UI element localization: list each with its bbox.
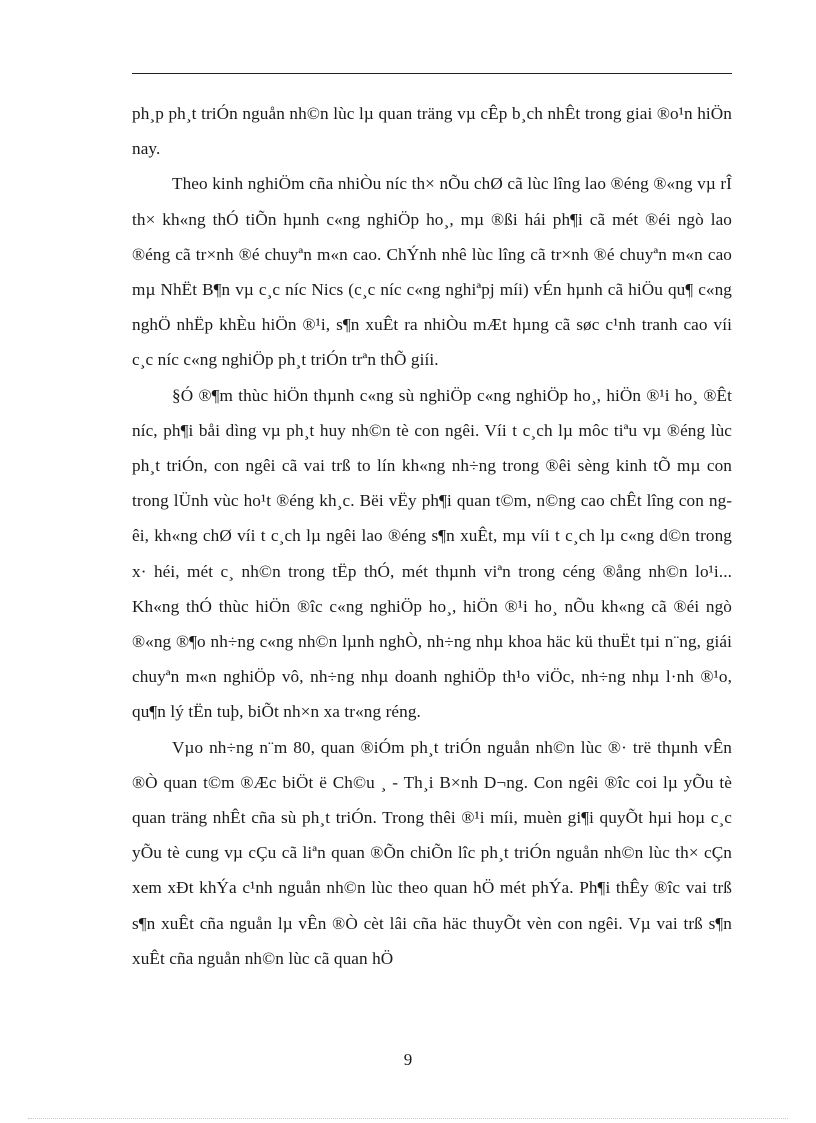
body-text <box>132 96 732 976</box>
paragraph: §Ó ®¶m thùc hiÖn thµnh c«ng sù nghiÖp c«ng nghiÖp ho¸, hiÖn ®¹i ho¸ ®Êt níc, ph¶i båi dìng vµ ph¸t huy nh©n tè con ngêi. Víi t c¸ch lµ môc tiªu vµ ®éng lùc ph¸t triÓn, con ngêi cã vai trß to lín kh«ng nh÷ng trong ®êi sèng kinh tÕ mµ con trong lÜnh vùc ho¹t ®éng kh¸c. Bëi vËy ph¶i quan t©m, n©ng cao chÊt lîng con ngêi, kh«ng chØ víi t c¸ch lµ ngêi lao ®éng s¶n xuÊt, mµ víi t c¸ch lµ c«ng d©n trong x· héi, mét c¸ nh©n trong tËp thÓ, mét thµnh viªn trong céng ®ång nh©n lo¹i... Kh«ng thÓ thùc hiÖn ®îc c«ng nghiÖp ho¸, hiÖn ®¹i ho¸ nÕu kh«ng cã ®éi ngò ®«ng ®¶o nh÷ng c«ng nh©n lµnh nghÒ, nh÷ng nhµ khoa häc kü thuËt tµi n¨ng, giái chuyªn m«n nghiÖp vô, nh÷ng nhµ doanh nghiÖp th¹o viÖc, nh÷ng nhµ l·nh ®¹o, qu¶n lý tËn tuþ, biÕt nh×n xa tr«ng réng. <box>132 385 732 722</box>
paragraph-continuation: ph¸p ph¸t triÓn nguån nh©n lùc lµ quan träng vµ cÊp b¸ch nhÊt trong giai ®o¹n hiÖn nay. <box>132 104 732 159</box>
paragraph: Theo kinh nghiÖm cña nhiÒu níc th× nÕu chØ cã lùc lîng lao ®éng ®«ng vµ rÎ th× kh«ng thÓ tiÕn hµnh c«ng nghiÖp ho¸, mµ ®ßi hái ph¶i cã mét ®éi ngò lao ®éng cã tr×nh ®é chuyªn m«n cao. ChÝnh nhê lùc lîng cã tr×nh ®é chuyªn m«n cao mµ NhËt B¶n vµ c¸c níc Nics (c¸c níc c«ng nghiªpj míi) vÉn hµnh cã hiÖu qu¶ c«ng nghÖ nhËp khÈu hiÖn ®¹i, s¶n xuÊt ra nhiÒu mÆt hµng cã søc c¹nh tranh cao víi c¸c níc c«ng nghiÖp ph¸t triÓn trªn thÕ giíi. <box>132 174 732 370</box>
page-bottom-border <box>28 1118 788 1119</box>
page-number: 9 <box>403 1050 413 1069</box>
paragraph: Vµo nh÷ng n¨m 80, quan ®iÓm ph¸t triÓn nguån nh©n lùc ®· trë thµnh vÊn ®Ò quan t©m ®Æc biÖt ë Ch©u ¸ - Th¸i B×nh D¬ng. Con ngêi ®îc coi lµ yÕu tè quan träng nhÊt cña sù ph¸t triÓn. Trong thêi ®¹i míi, muèn gi¶i quyÕt hµi hoµ c¸c yÕu tè cung vµ cÇu cã liªn quan ®Õn chiÕn lîc ph¸t triÓn nguån nh©n lùc th× cÇn xem xÐt khÝa c¹nh nguån nh©n lùc theo quan hÖ mét phÝa. Ph¶i thÊy ®îc vai trß s¶n xuÊt cña nguån lµ vÊn ®Ò cèt lâi cña häc thuyÕt vèn con ngêi. Vµ vai trß s¶n xuÊt cña nguån nh©n lùc cã quan hÖ <box>132 737 732 968</box>
header-rule <box>132 73 732 74</box>
